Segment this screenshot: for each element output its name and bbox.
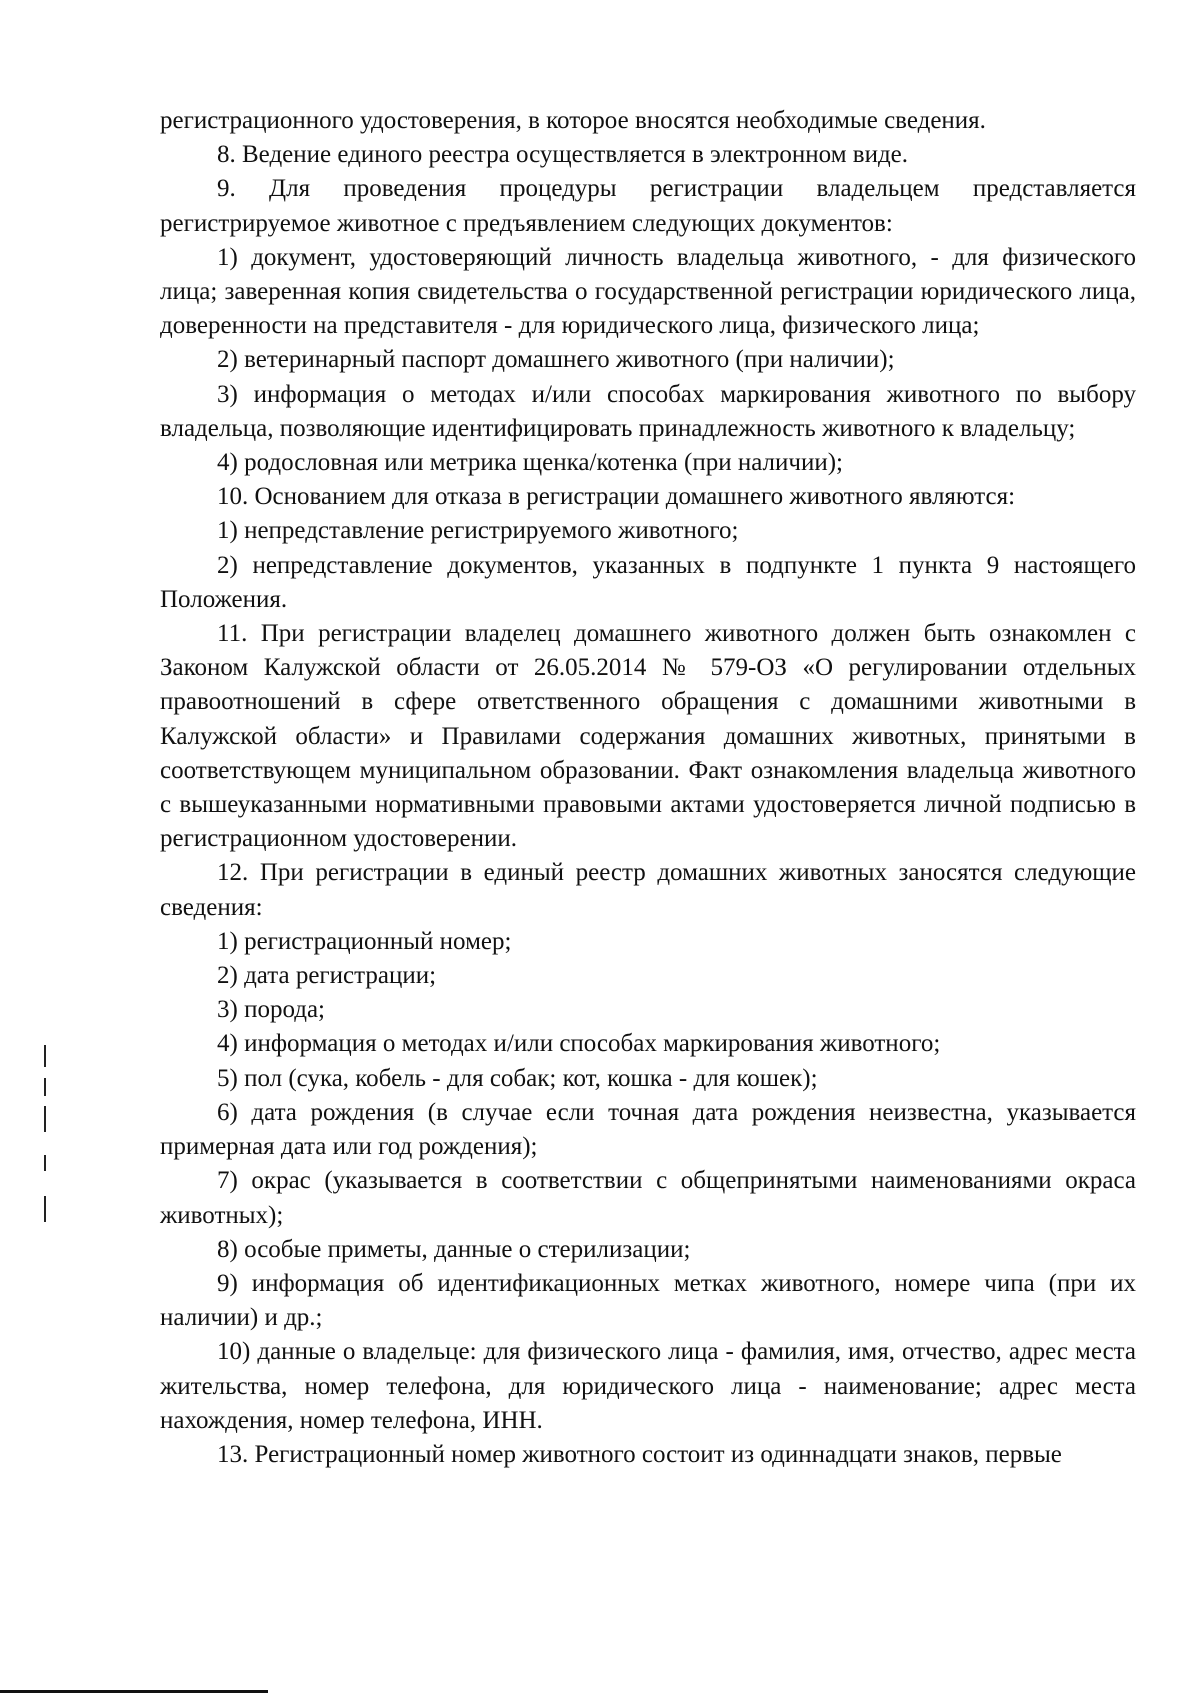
subitem-12-1: 1) регистрационный номер; [217,927,512,955]
subitem-10-2: 2) непредставление документов, указанных в подпункте 1 пункта 9 настоящего Положения. [160,551,1136,613]
scan-margin-mark [44,1155,46,1171]
subitem-10-1: 1) непредставление регистрируемого животного; [217,517,739,545]
subitem-12-3: 3) порода; [217,996,325,1024]
subitem-12-6: 6) дата рождения (в случае если точная дата рождения неизвестна, указывается примерная дата или год рождения); [160,1098,1136,1161]
scan-margin-mark [44,1196,46,1222]
paragraph-item-11: 11. При регистрации владелец домашнего животного должен быть ознакомлен с Законом Калужской области от 26.05.2014 № 579-ОЗ «О регулировании отдельных правоотношений в сфере ответственного обращения с домашними животными в Калужской области» и Правилами содержания домашних животных, принятыми в соответствующем муниципальном образовании. Факт ознакомления владельца животного с вышеуказанными нормативными правовыми актами удостоверяется личной подписью в регистрационном удостоверении. [160,620,1136,853]
paragraph-item-9: 9. Для проведения процедуры регистрации владельцем представляется регистрируемое животное с предъявлением следующих документов: [160,175,1136,237]
subitem-12-9: 9) информация об идентификационных метках животного, номере чипа (при их наличии) и др.; [160,1269,1136,1332]
subitem-12-10: 10) данные о владельце: для физического лица - фамилия, имя, отчество, адрес места жительства, номер телефона, для юридического лица - наименование; адрес места нахождения, номер телефона, ИНН. [160,1338,1136,1434]
footer-rule [0,1690,268,1693]
scan-margin-mark [44,1045,46,1067]
document-body [160,104,1136,1472]
subitem-9-1: 1) документ, удостоверяющий личность владельца животного, - для физического лица; заверенная копия свидетельства о государственной регистрации юридического лица, доверенности на представителя - для юридического лица, физического лица; [160,243,1136,340]
scan-margin-mark [44,1106,46,1132]
paragraph-item-12: 12. При регистрации в единый реестр домашних животных заносятся следующие сведения: [160,859,1136,921]
paragraph-item-8: 8. Ведение единого реестра осуществляется в электронном виде. [217,141,909,169]
subitem-9-4: 4) родословная или метрика щенка/котенка (при наличии); [217,449,844,477]
subitem-12-4: 4) информация о методах и/или способах маркирования животного; [217,1030,941,1058]
subitem-12-7: 7) окрас (указывается в соответствии с общепринятыми наименованиями окраса животных); [160,1167,1136,1229]
scan-margin-mark [44,1078,46,1096]
subitem-12-8: 8) особые приметы, данные о стерилизации; [217,1235,691,1263]
paragraph-item-10: 10. Основанием для отказа в регистрации домашнего животного являются: [217,483,1016,511]
paragraph-continuation: регистрационного удостоверения, в которое вносятся необходимые сведения. [160,107,986,134]
paragraph-item-13: 13. Регистрационный номер животного состоит из одиннадцати знаков, первые [217,1440,1062,1468]
subitem-12-5: 5) пол (сука, кобель - для собак; кот, кошка - для кошек); [217,1064,818,1092]
subitem-9-3: 3) информация о методах и/или способах маркирования животного по выбору владельца, позволяющие идентифицировать принадлежность животного к владельцу; [160,380,1136,442]
subitem-12-2: 2) дата регистрации; [217,962,437,990]
subitem-9-2: 2) ветеринарный паспорт домашнего животного (при наличии); [217,346,895,374]
